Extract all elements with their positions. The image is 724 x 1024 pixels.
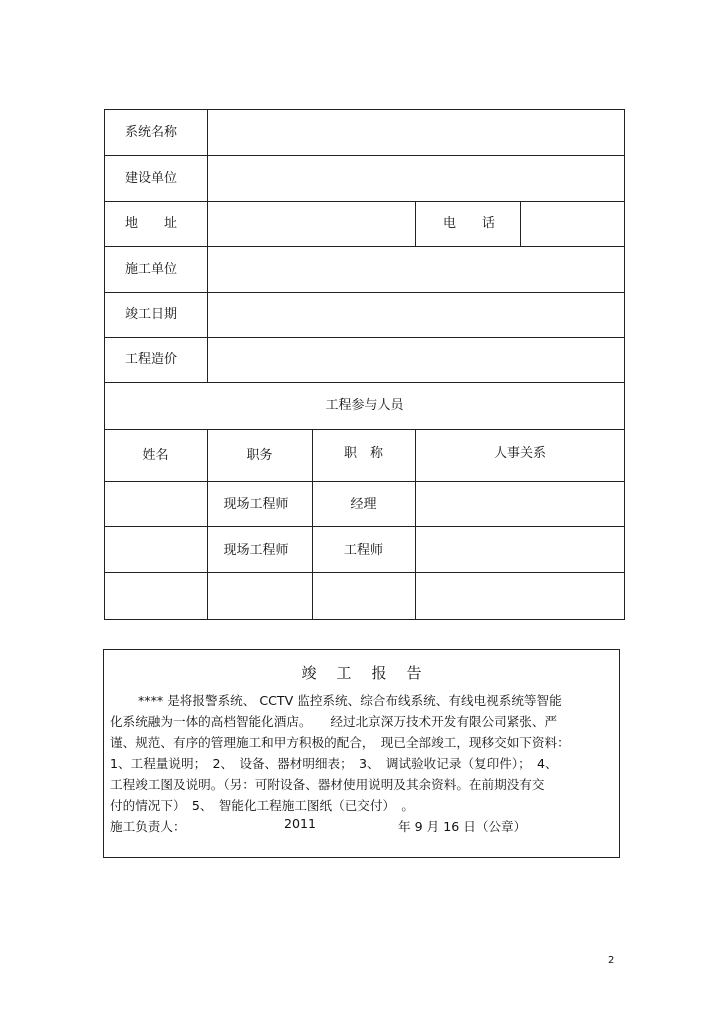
- table-row-divider: [104, 382, 625, 383]
- report-date: 年 9 月 16 日（公章）: [398, 819, 527, 834]
- table-border-top: [104, 109, 625, 110]
- page-number: 2: [608, 955, 615, 966]
- label-cost: 工程造价: [125, 352, 178, 367]
- report-line-4: 1、工程量说明； 2、 设备、器材明细表； 3、 调试验收记录（复印件）； 4、: [110, 756, 558, 771]
- table-row-divider: [104, 292, 625, 293]
- phone-value-divider: [520, 201, 521, 247]
- table-border-right: [624, 109, 625, 620]
- staff-row-1-position: 现场工程师: [223, 497, 289, 512]
- table-border-bottom: [104, 619, 625, 620]
- staff-section-title: 工程参与人员: [325, 398, 404, 413]
- report-year: 2011: [284, 816, 317, 831]
- table-row-divider: [104, 246, 625, 247]
- address-phone-divider: [415, 201, 416, 247]
- staff-header-position: 职务: [246, 448, 273, 463]
- label-address: 地 址: [125, 216, 178, 231]
- report-signature-label: 施工负责人：: [110, 819, 186, 834]
- table-row-divider: [104, 201, 625, 202]
- report-line-3: 谨、规范、有序的管理施工和甲方积极的配合， 现已全部竣工，现移交如下资料：: [110, 735, 570, 750]
- staff-row-2-position: 现场工程师: [223, 543, 289, 558]
- label-builder: 建设单位: [125, 171, 178, 186]
- staff-header-title: 职 称: [343, 446, 383, 461]
- label-system-name: 系统名称: [125, 125, 178, 140]
- label-contractor: 施工单位: [125, 262, 178, 277]
- label-phone: 电 话: [443, 216, 496, 231]
- report-line-6: 付的情况下） 5、 智能化工程施工图纸（已交付） 。: [110, 798, 414, 813]
- report-line-1: **** 是将报警系统、 CCTV 监控系统、综合布线系统、有线电视系统等智能: [138, 693, 562, 708]
- label-column-divider: [207, 109, 208, 383]
- table-row-divider: [104, 572, 625, 573]
- completion-report-box: [103, 649, 620, 858]
- table-row-divider: [104, 429, 625, 430]
- table-row-divider: [104, 526, 625, 527]
- table-row-divider: [104, 337, 625, 338]
- report-title: 竣工报告: [301, 664, 442, 682]
- staff-row-2-title: 工程师: [343, 543, 383, 558]
- staff-header-relation: 人事关系: [493, 446, 546, 461]
- report-line-2: 化系统融为一体的高档智能化酒店。 经过北京深万技术开发有限公司紧张、严: [110, 714, 558, 729]
- label-completion-date: 竣工日期: [125, 307, 178, 322]
- staff-header-name: 姓名: [142, 448, 169, 463]
- report-line-5: 工程竣工图及说明。（另：可附设备、器材使用说明及其余资料。在前期没有交: [110, 777, 545, 792]
- table-border-left: [104, 109, 105, 620]
- staff-row-1-title: 经理: [350, 497, 377, 512]
- table-row-divider: [104, 155, 625, 156]
- table-row-divider: [104, 481, 625, 482]
